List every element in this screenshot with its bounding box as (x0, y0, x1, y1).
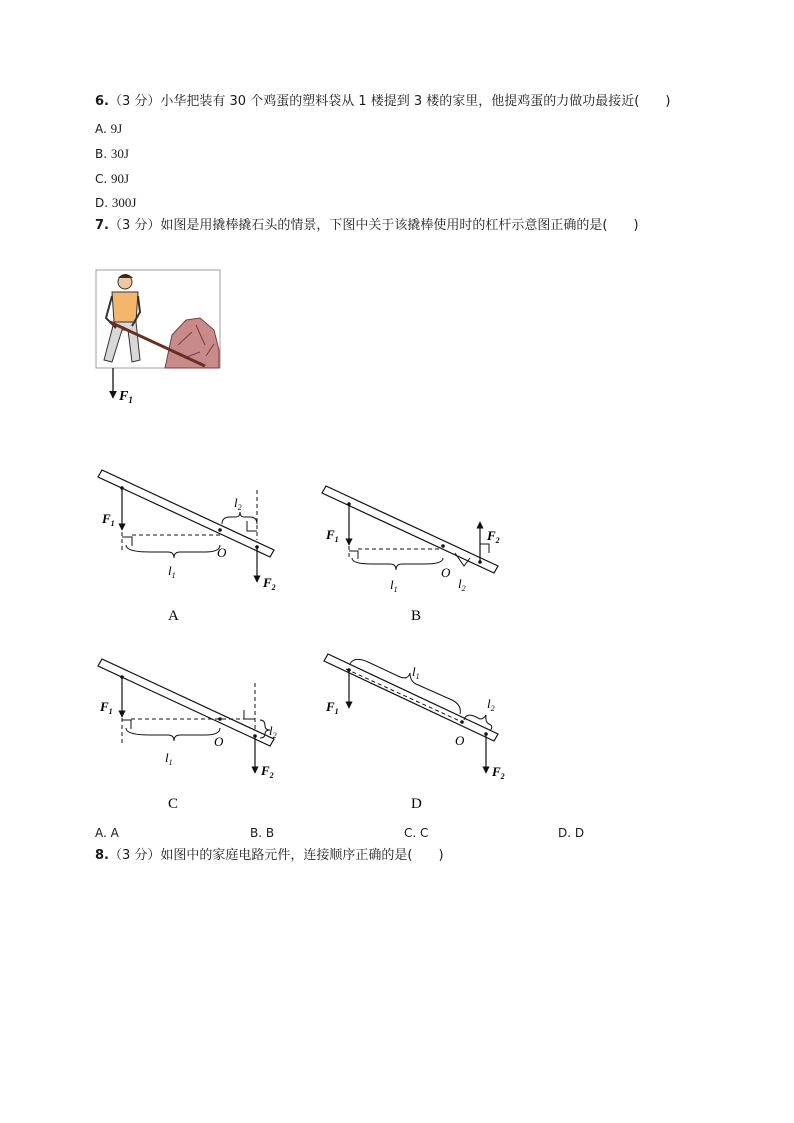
lever-diagram-a (98, 470, 276, 624)
option-letter: D. (95, 196, 109, 210)
svg-text:l1: $l_1$ (165, 750, 173, 767)
question-number: 6. (95, 94, 109, 109)
svg-text:F1: $F_1$ (326, 699, 339, 716)
svg-text:F1: $F_1$ (326, 527, 339, 544)
question-text: （3 分）小华把装有 30 个鸡蛋的塑料袋从 1 楼提到 3 楼的家里，他提鸡蛋的力做功最接近( ) (108, 94, 671, 109)
svg-text:O: O (455, 733, 465, 748)
question-text: （3 分）如图是用撬棒撬石头的情景，下图中关于该撬棒使用时的杠杆示意图正确的是( ) (108, 218, 639, 233)
option-letter: A. (95, 122, 107, 136)
svg-text:O: O (214, 734, 224, 749)
svg-text:F2: $F_2$ (487, 528, 500, 545)
crowbar-photo (96, 270, 220, 368)
svg-text:F2: $F_2$ (492, 764, 505, 781)
svg-text:F1: $F_1$ (102, 511, 115, 528)
diagram-caption: D (411, 796, 422, 812)
question-number: 8. (95, 848, 109, 863)
svg-text:l1: $l_1$ (168, 563, 176, 580)
svg-text:F1: $F_1$ (100, 699, 113, 716)
option-letter: B. (95, 147, 108, 161)
photo-force-arrow (113, 368, 133, 405)
option-value: 30J (110, 146, 129, 161)
answer-c[interactable]: C. C (404, 826, 429, 840)
svg-text:l2: $l_2$ (234, 495, 242, 512)
svg-text:F1: $F_1$ (119, 389, 133, 405)
svg-text:l1: $l_1$ (390, 577, 398, 594)
answer-d[interactable]: D. D (558, 826, 585, 840)
svg-text:F2: $F_2$ (261, 763, 274, 780)
svg-text:F2: $F_2$ (263, 575, 276, 592)
question-8 (95, 848, 444, 864)
option-value: 9J (110, 121, 123, 136)
svg-text:O: O (217, 545, 227, 560)
diagram-caption: C (168, 796, 179, 812)
question-number: 7. (95, 218, 109, 233)
lever-diagram-d (324, 654, 505, 812)
svg-text:l2: $l_2$ (487, 696, 495, 713)
lever-diagram-b (322, 486, 500, 624)
svg-text:O: O (441, 565, 451, 580)
diagram-caption: B (411, 608, 422, 624)
option-letter: C. (95, 172, 108, 186)
option-value: 300J (111, 195, 137, 210)
option-value: 90J (111, 171, 130, 186)
answer-a[interactable]: A. A (95, 826, 119, 840)
svg-text:l2: $l_2$ (458, 576, 466, 593)
svg-text:l2: $l_2$ (269, 723, 277, 740)
svg-text:l1: $l_1$ (412, 664, 420, 681)
lever-diagram-c (98, 659, 277, 812)
diagram-caption: A (168, 608, 179, 624)
question-text: （3 分）如图中的家庭电路元件，连接顺序正确的是( ) (108, 848, 444, 863)
answer-b[interactable]: B. B (250, 826, 275, 840)
